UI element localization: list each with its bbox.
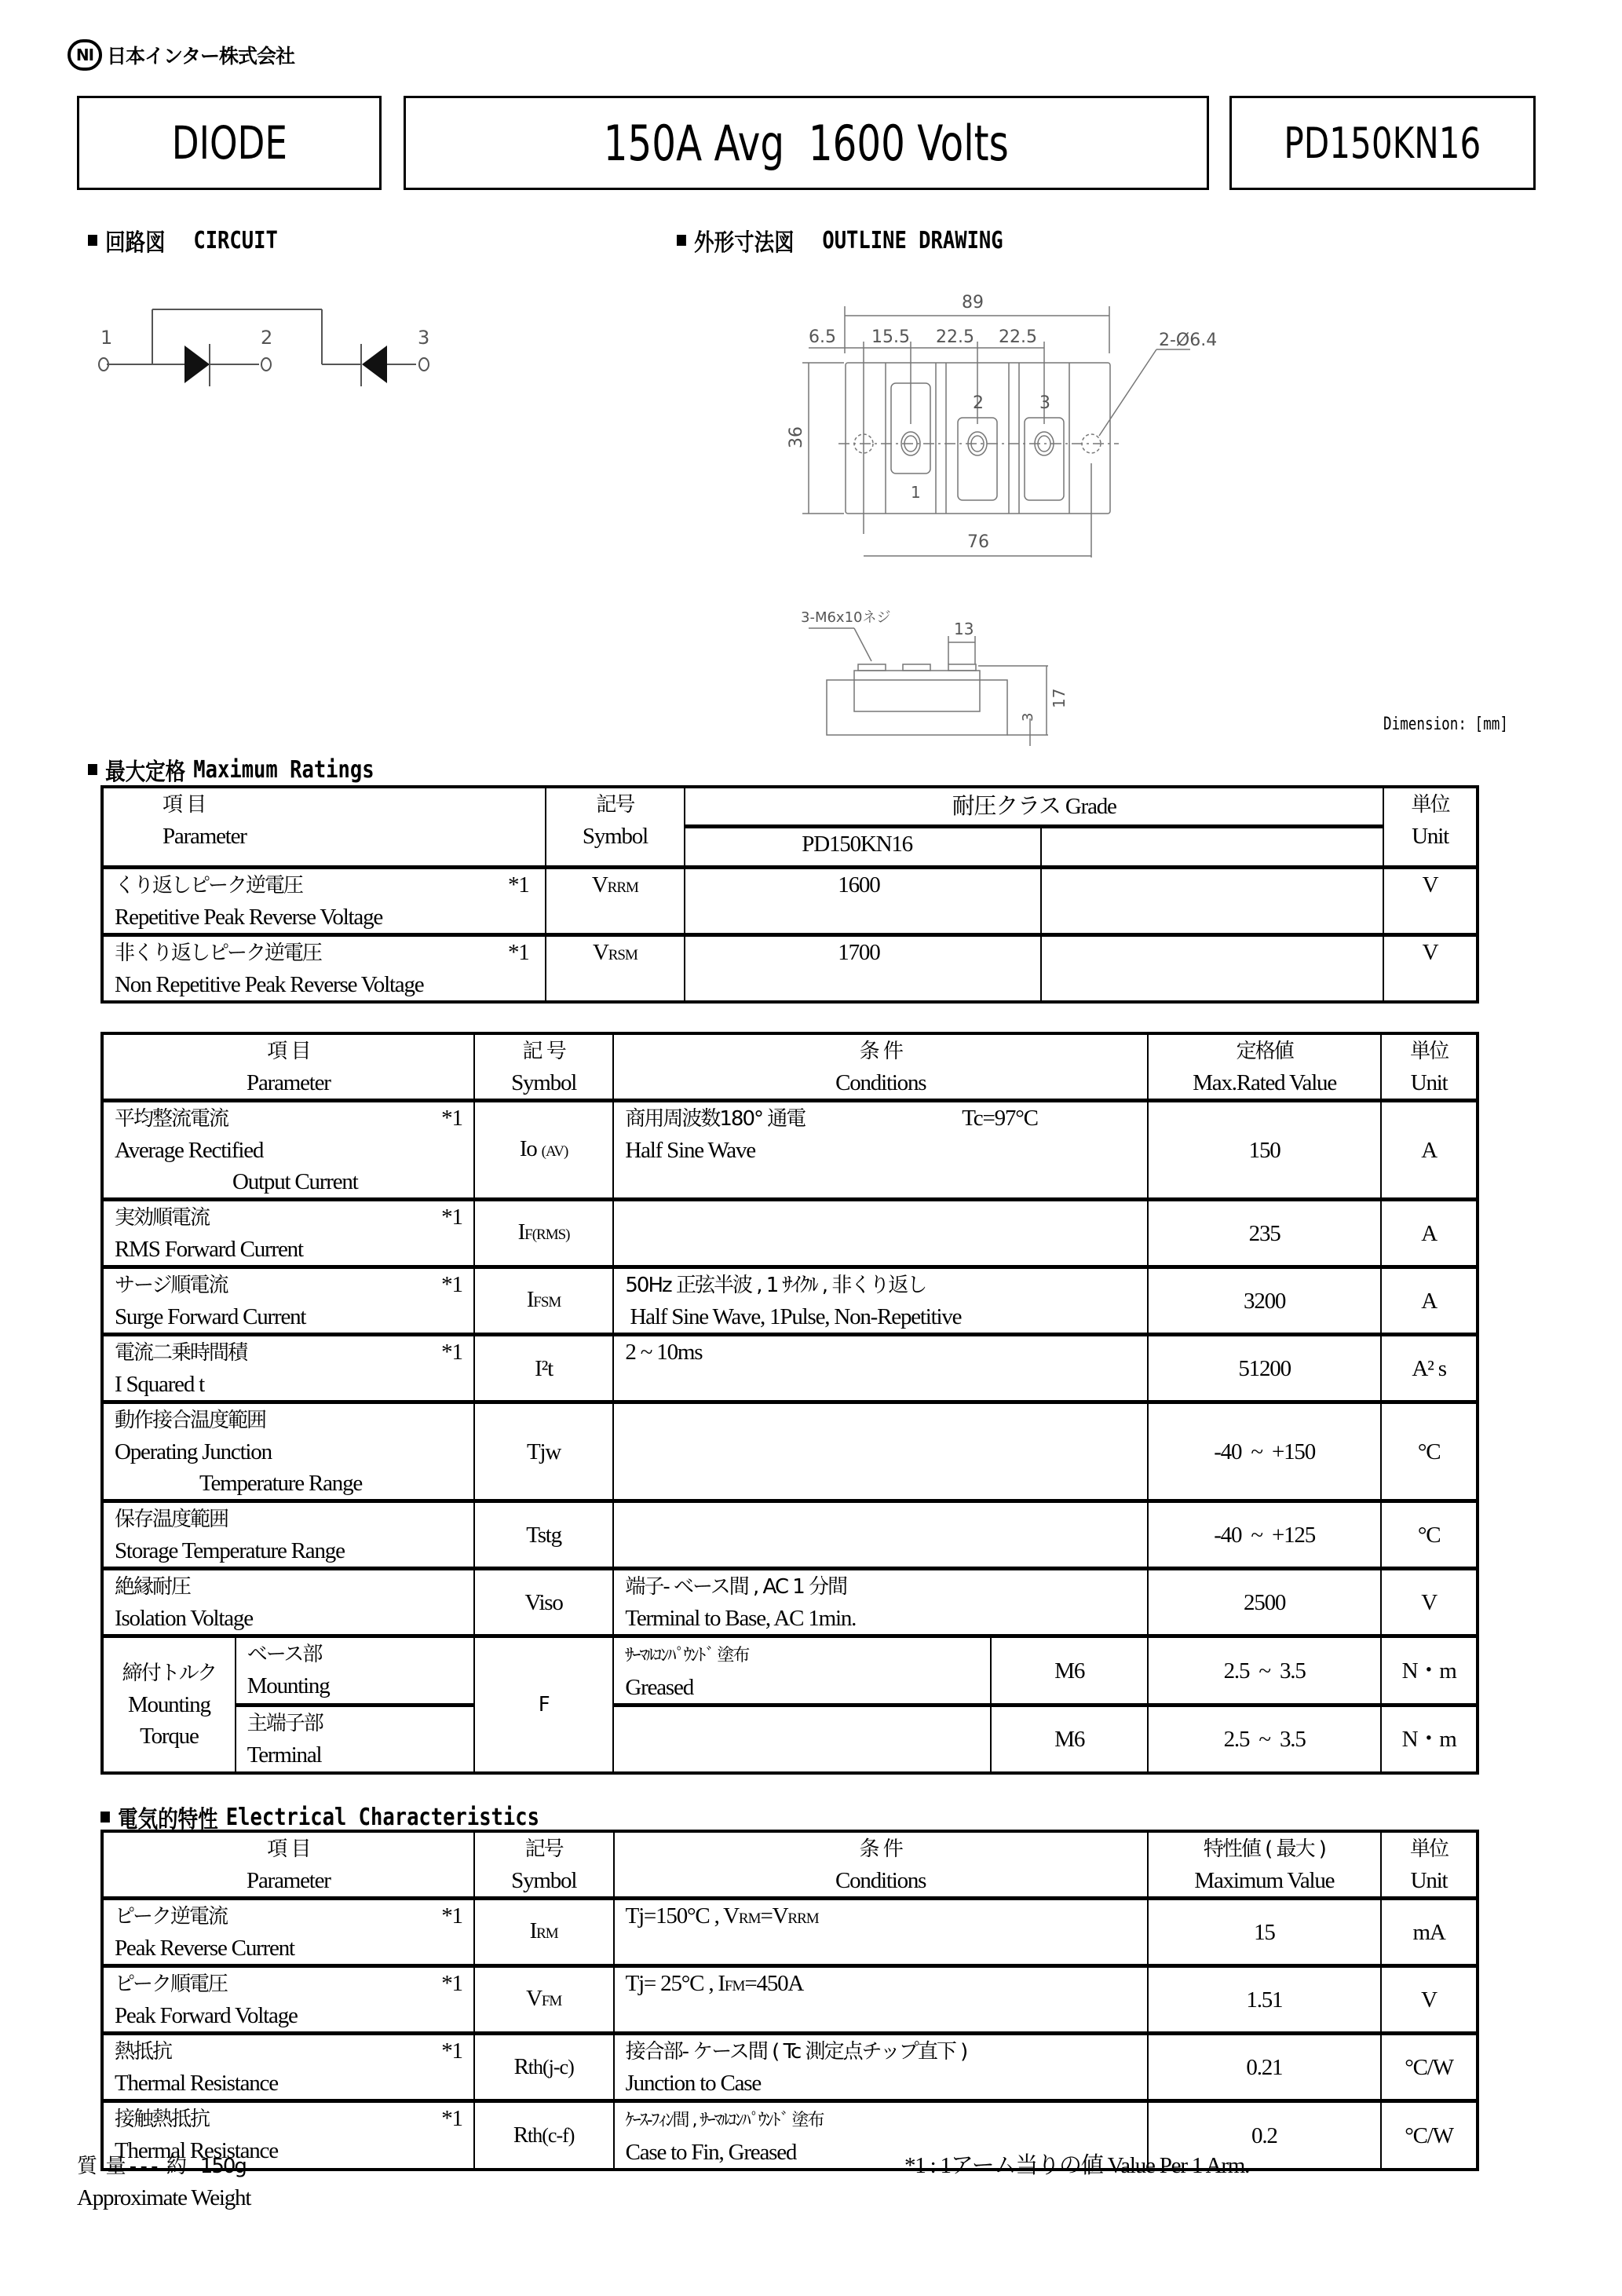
bullet-square-icon: [88, 235, 97, 246]
dim-36: 36: [787, 426, 806, 448]
weight-en: Approximate Weight: [77, 2185, 251, 2210]
bullet-square-icon: [100, 1812, 110, 1823]
table-row: ピーク順電圧 *1 Peak Forward Voltage VFM Tj= 25°C , IFM=450A 1.51 V: [102, 1966, 1478, 2034]
table-row: 非くり返しピーク逆電圧 *1 Non Repetitive Peak Reverse Voltage VRSM 1700 V: [102, 934, 1478, 1002]
dim-13: 13: [954, 620, 974, 638]
table-row: ピーク逆電流 *1 Peak Reverse Current IRM Tj=150°C , VRM=VRRM 15 mA: [102, 1899, 1478, 1966]
terminal-2-label: 2: [261, 327, 273, 349]
outline-title-en: OUTLINE DRAWING: [822, 226, 1003, 254]
dim-6-5: 6.5: [809, 327, 836, 347]
outline-terminal-1: 1: [911, 483, 921, 502]
circuit-section-title: [88, 223, 278, 258]
table-header-row: 項 目 Parameter 記号 Symbol 条 件 Conditions 特性値 ( 最大 ) Maximum Value 単位 Unit: [102, 1831, 1478, 1899]
max-ratings-table: [100, 785, 1479, 1004]
outline-drawing-top: [785, 275, 1350, 552]
company-logo: [68, 38, 294, 72]
table-row: 熱抵抗 *1 Thermal Resistance Rth(j-c) 接合部- ケース間 ( Tc 測定点チップ直下 ) Junction to Case 0.21 °C/W: [102, 2034, 1478, 2101]
circuit-title-jp: 回路図: [105, 229, 166, 257]
electrical-table: [100, 1830, 1479, 2171]
dim-22-5-b: 22.5: [999, 327, 1037, 347]
table-row: 実効順電流 *1 RMS Forward Current IF(RMS) 235 A: [102, 1200, 1478, 1267]
table-row: 平均整流電流 *1 Average Rectified Output Current Io (AV) 商用周波数180° 通電 Tc=97°C Half Sine Wave 150 A: [102, 1101, 1478, 1200]
device-type: DIODE: [171, 116, 287, 170]
dim-3: 3: [1020, 712, 1036, 722]
circuit-title-en: CIRCUIT: [193, 226, 278, 254]
outline-drawing-side: [785, 605, 1335, 746]
diode-2-icon: [362, 345, 387, 383]
part-number-box: [1229, 96, 1536, 190]
max-ratings-title-jp: 最大定格: [105, 759, 186, 786]
bullet-square-icon: [677, 235, 686, 246]
part-number: PD150KN16: [1284, 118, 1481, 168]
table-row: 接触熱抵抗 *1 Thermal Resistance Rth(c-f) ｹｰｽ-ﾌｨﾝ間 , ｻｰﾏﾙｺﾝﾊﾟｳﾝﾄﾞ 塗布 Case to Fin, Greased 0.2 °C/W: [102, 2101, 1478, 2170]
weight-note: [77, 2150, 250, 2214]
dim-76: 76: [967, 532, 989, 552]
table-header-row: 項 目 Parameter 記 号 Symbol 条 件 Conditions 定格値 Max.Rated Value 単位 Unit: [102, 1033, 1478, 1101]
outline-terminal-2: 2: [973, 393, 984, 413]
company-name: 日本インター株式会社: [107, 45, 295, 68]
dim-screw: 3-M6x10ネジ: [801, 609, 891, 626]
rating-summary: 150A Avg 1600 Volts: [603, 114, 1010, 172]
dim-hole: 2-Ø6.4: [1159, 331, 1218, 350]
max-ratings-title: [88, 752, 374, 787]
max-ratings-title-en: Maximum Ratings: [193, 755, 374, 784]
device-type-box: [77, 96, 382, 190]
terminal-1-label: 1: [100, 327, 113, 349]
table-row: 動作接合温度範囲 Operating Junction Temperature Range Tjw -40 ~ +150 °C: [102, 1402, 1478, 1501]
electrical-title-jp: 電気的特性: [118, 1806, 218, 1834]
table-row: 絶縁耐圧 Isolation Voltage Viso 端子- ベース間 , AC 1 分間 Terminal to Base, AC 1min. 2500 V: [102, 1569, 1478, 1636]
weight-jp: 質 量 - - - 約 150g: [77, 2155, 246, 2178]
outline-terminal-3: 3: [1039, 393, 1050, 413]
rating-box: [404, 96, 1209, 190]
bullet-square-icon: [88, 764, 97, 775]
footnote-per-arm: *1 : 1アーム当りの値 Value Per 1 Arm.: [904, 2153, 1250, 2178]
table-row: 保存温度範囲 Storage Temperature Range Tstg -40 ~ +125 °C: [102, 1501, 1478, 1569]
dim-17: 17: [1050, 688, 1069, 708]
dim-89: 89: [962, 293, 984, 313]
terminal-3-label: 3: [418, 327, 430, 349]
table-row: 電流二乗時間積 *1 I Squared t I²t 2 ~ 10ms 51200 A² s: [102, 1335, 1478, 1402]
ratings-table: [100, 1032, 1479, 1775]
logo-mark-icon: NI: [68, 39, 102, 71]
outline-section-title: [677, 223, 1003, 258]
table-row: サージ順電流 *1 Surge Forward Current IFSM 50Hz 正弦半波 , 1 ｻｲｸﾙ , 非くり返し Half Sine Wave, 1Pulse, Non-Repetitive 3200 A: [102, 1267, 1478, 1335]
torque-row-terminal: 主端子部 Terminal M6 2.5 ~ 3.5 N・m: [102, 1706, 1478, 1773]
diode-1-icon: [184, 345, 210, 383]
table-header-row: 項 目 Parameter 記号 Symbol 耐圧クラス Grade 単位 Unit: [102, 787, 1478, 826]
table-row: くり返しピーク逆電圧 *1 Repetitive Peak Reverse Voltage VRRM 1600 V: [102, 867, 1478, 934]
electrical-title-en: Electrical Characteristics: [225, 1803, 539, 1831]
torque-row-mounting: 締付トルク Mounting Torque ベース部 Mounting F ｻｰﾏﾙｺﾝﾊﾟｳﾝﾄﾞ 塗布 Greased M6 2.5 ~ 3.5 N・m: [102, 1636, 1478, 1706]
dimension-unit: Dimension: [mm]: [1383, 715, 1508, 734]
grade-col-part-number: PD150KN16: [802, 831, 912, 857]
dim-15-5: 15.5: [871, 327, 910, 347]
outline-title-jp: 外形寸法図: [694, 229, 795, 257]
dim-22-5-a: 22.5: [936, 327, 974, 347]
circuit-diagram: [86, 298, 557, 400]
